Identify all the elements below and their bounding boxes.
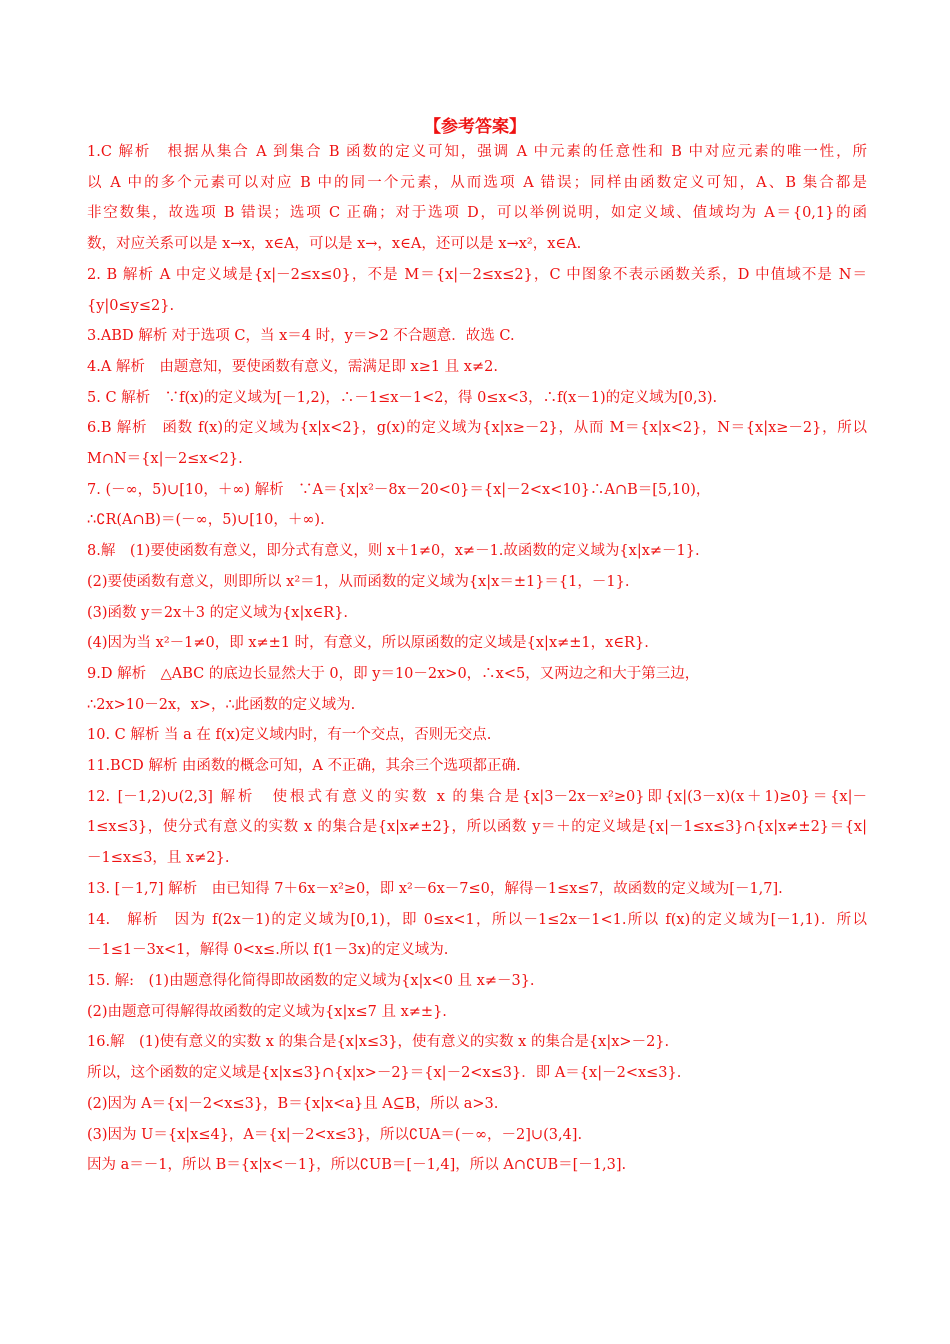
answer-line: 16.解 (1)使有意义的实数 x 的集合是{x|x≤3}，使有意义的实数 x 的集合是{x|x>－2}. [87, 1034, 670, 1051]
answer-line: 7. (－∞，5)∪[10，＋∞) 解析 ∵A＝{x|x²－8x－20<0}＝{x|－2<x<10}∴A∩B＝[5,10)， [87, 481, 711, 498]
answer-line: 10. C 解析 当 a 在 f(x)定义域内时，有一个交点，否则无交点. [87, 727, 492, 744]
answer-line: －1≤1－3x<1，解得 0<x≤.所以 f(1－3x)的定义域为. [87, 942, 449, 959]
answer-line: 13. [－1,7] 解析 由已知得 7＋6x－x²≥0，即 x²－6x－7≤0，解得－1≤x≤7，故函数的定义域为[－1,7]. [87, 880, 783, 897]
answer-line: 2. B 解析 A 中定义域是{x|－2≤x≤0}，不是 M＝{x|－2≤x≤2}，C 中图象不表示函数关系，D 中值域不是 N＝ [87, 266, 867, 283]
answer-line: －1≤x≤3，且 x≠2}. [87, 850, 230, 867]
answer-line: 非空数集，故选项 B 错误；选项 C 正确；对于选项 D，可以举例说明，如定义域、值域均为 A＝{0,1}的函 [87, 205, 867, 222]
answer-line: 15. 解: (1)由题意得化简得即故函数的定义域为{x|x<0 且 x≠－3}. [87, 972, 535, 989]
answer-line: ∴∁R(A∩B)＝(－∞，5)∪[10，＋∞). [87, 512, 325, 529]
answer-line: 以 A 中的多个元素可以对应 B 中的同一个元素，从而选项 A 错误；同样由函数定义可知，A、B 集合都是 [87, 174, 867, 191]
answer-line: 11.BCD 解析 由函数的概念可知，A 不正确，其余三个选项都正确. [87, 758, 521, 775]
answer-line: 8.解 (1)要使函数有意义，即分式有意义，则 x＋1≠0，x≠－1.故函数的定义域为{x|x≠－1}. [87, 543, 700, 560]
answer-line: (4)因为当 x²－1≠0，即 x≠±1 时，有意义，所以原函数的定义域是{x|x≠±1，x∈R}. [87, 635, 649, 652]
answer-line: (2)由题意可得解得故函数的定义域为{x|x≤7 且 x≠±}. [87, 1003, 447, 1020]
answer-line: 1≤x≤3}，使分式有意义的实数 x 的集合是{x|x≠±2}，所以函数 y＝＋的定义域是{x|－1≤x≤3}∩{x|x≠±2}＝{x| [87, 819, 867, 836]
page-title: 【参考答案】 [424, 117, 526, 137]
answer-line: 所以，这个函数的定义域是{x|x≤3}∩{x|x>－2}＝{x|－2<x≤3}．即 A＝{x|－2<x≤3}. [87, 1065, 682, 1082]
answer-line: (2)因为 A＝{x|－2<x≤3}，B＝{x|x<a}且 A⊆B，所以 a>3. [87, 1095, 499, 1112]
answer-line: 14. 解析 因为 f(2x－1)的定义域为[0,1)，即 0≤x<1，所以－1≤2x－1<1.所以 f(x)的定义域为[－1,1)．所以 [87, 911, 867, 928]
answer-line: 4.A 解析 由题意知，要使函数有意义，需满足即 x≥1 且 x≠2. [87, 358, 498, 375]
answer-line: 数，对应关系可以是 x→x，x∈A，可以是 x→，x∈A，还可以是 x→x²，x∈A. [87, 236, 582, 253]
answer-line: M∩N＝{x|－2≤x<2}. [87, 451, 243, 468]
answer-content [87, 137, 867, 1181]
answer-line: {y|0≤y≤2}. [87, 297, 175, 314]
answer-line: (3)函数 y＝2x＋3 的定义域为{x|x∈R}. [87, 604, 349, 621]
answer-line: ∴2x>10－2x，x>，∴此函数的定义域为. [87, 696, 356, 713]
answer-line: (3)因为 U＝{x|x≤4}，A＝{x|－2<x≤3}，所以∁UA＝(－∞，－2]∪(3,4]. [87, 1126, 583, 1143]
answer-line: 1.C 解析 根据从集合 A 到集合 B 函数的定义可知，强调 A 中元素的任意性和 B 中对应元素的唯一性，所 [87, 144, 867, 160]
answer-line: (2)要使函数有意义，则即所以 x²＝1，从而函数的定义域为{x|x＝±1}＝{1，－1}. [87, 573, 630, 590]
answer-line: 3.ABD 解析 对于选项 C，当 x＝4 时，y＝>2 不合题意．故选 C. [87, 328, 515, 345]
answer-line: 5. C 解析 ∵f(x)的定义域为[－1,2)，∴－1≤x－1<2，得 0≤x<3，∴f(x－1)的定义域为[0,3). [87, 389, 718, 406]
answer-line: 9.D 解析 △ABC 的底边长显然大于 0，即 y＝10－2x>0，∴x<5，又两边之和大于第三边， [87, 665, 700, 682]
answer-line: 因为 a＝－1，所以 B＝{x|x<－1}，所以∁UB＝[－1,4]，所以 A∩∁UB＝[－1,3]. [87, 1157, 627, 1174]
answer-line: 12. [－1,2)∪(2,3] 解析 使根式有意义的实数 x 的集合是{x|3－2x－x²≥0}即{x|(3－x)(x＋1)≥0}＝{x|－ [87, 788, 867, 805]
answer-line: 6.B 解析 函数 f(x)的定义域为{x|x<2}，g(x)的定义域为{x|x≥－2}，从而 M＝{x|x<2}，N＝{x|x≥－2}，所以 [87, 420, 867, 437]
